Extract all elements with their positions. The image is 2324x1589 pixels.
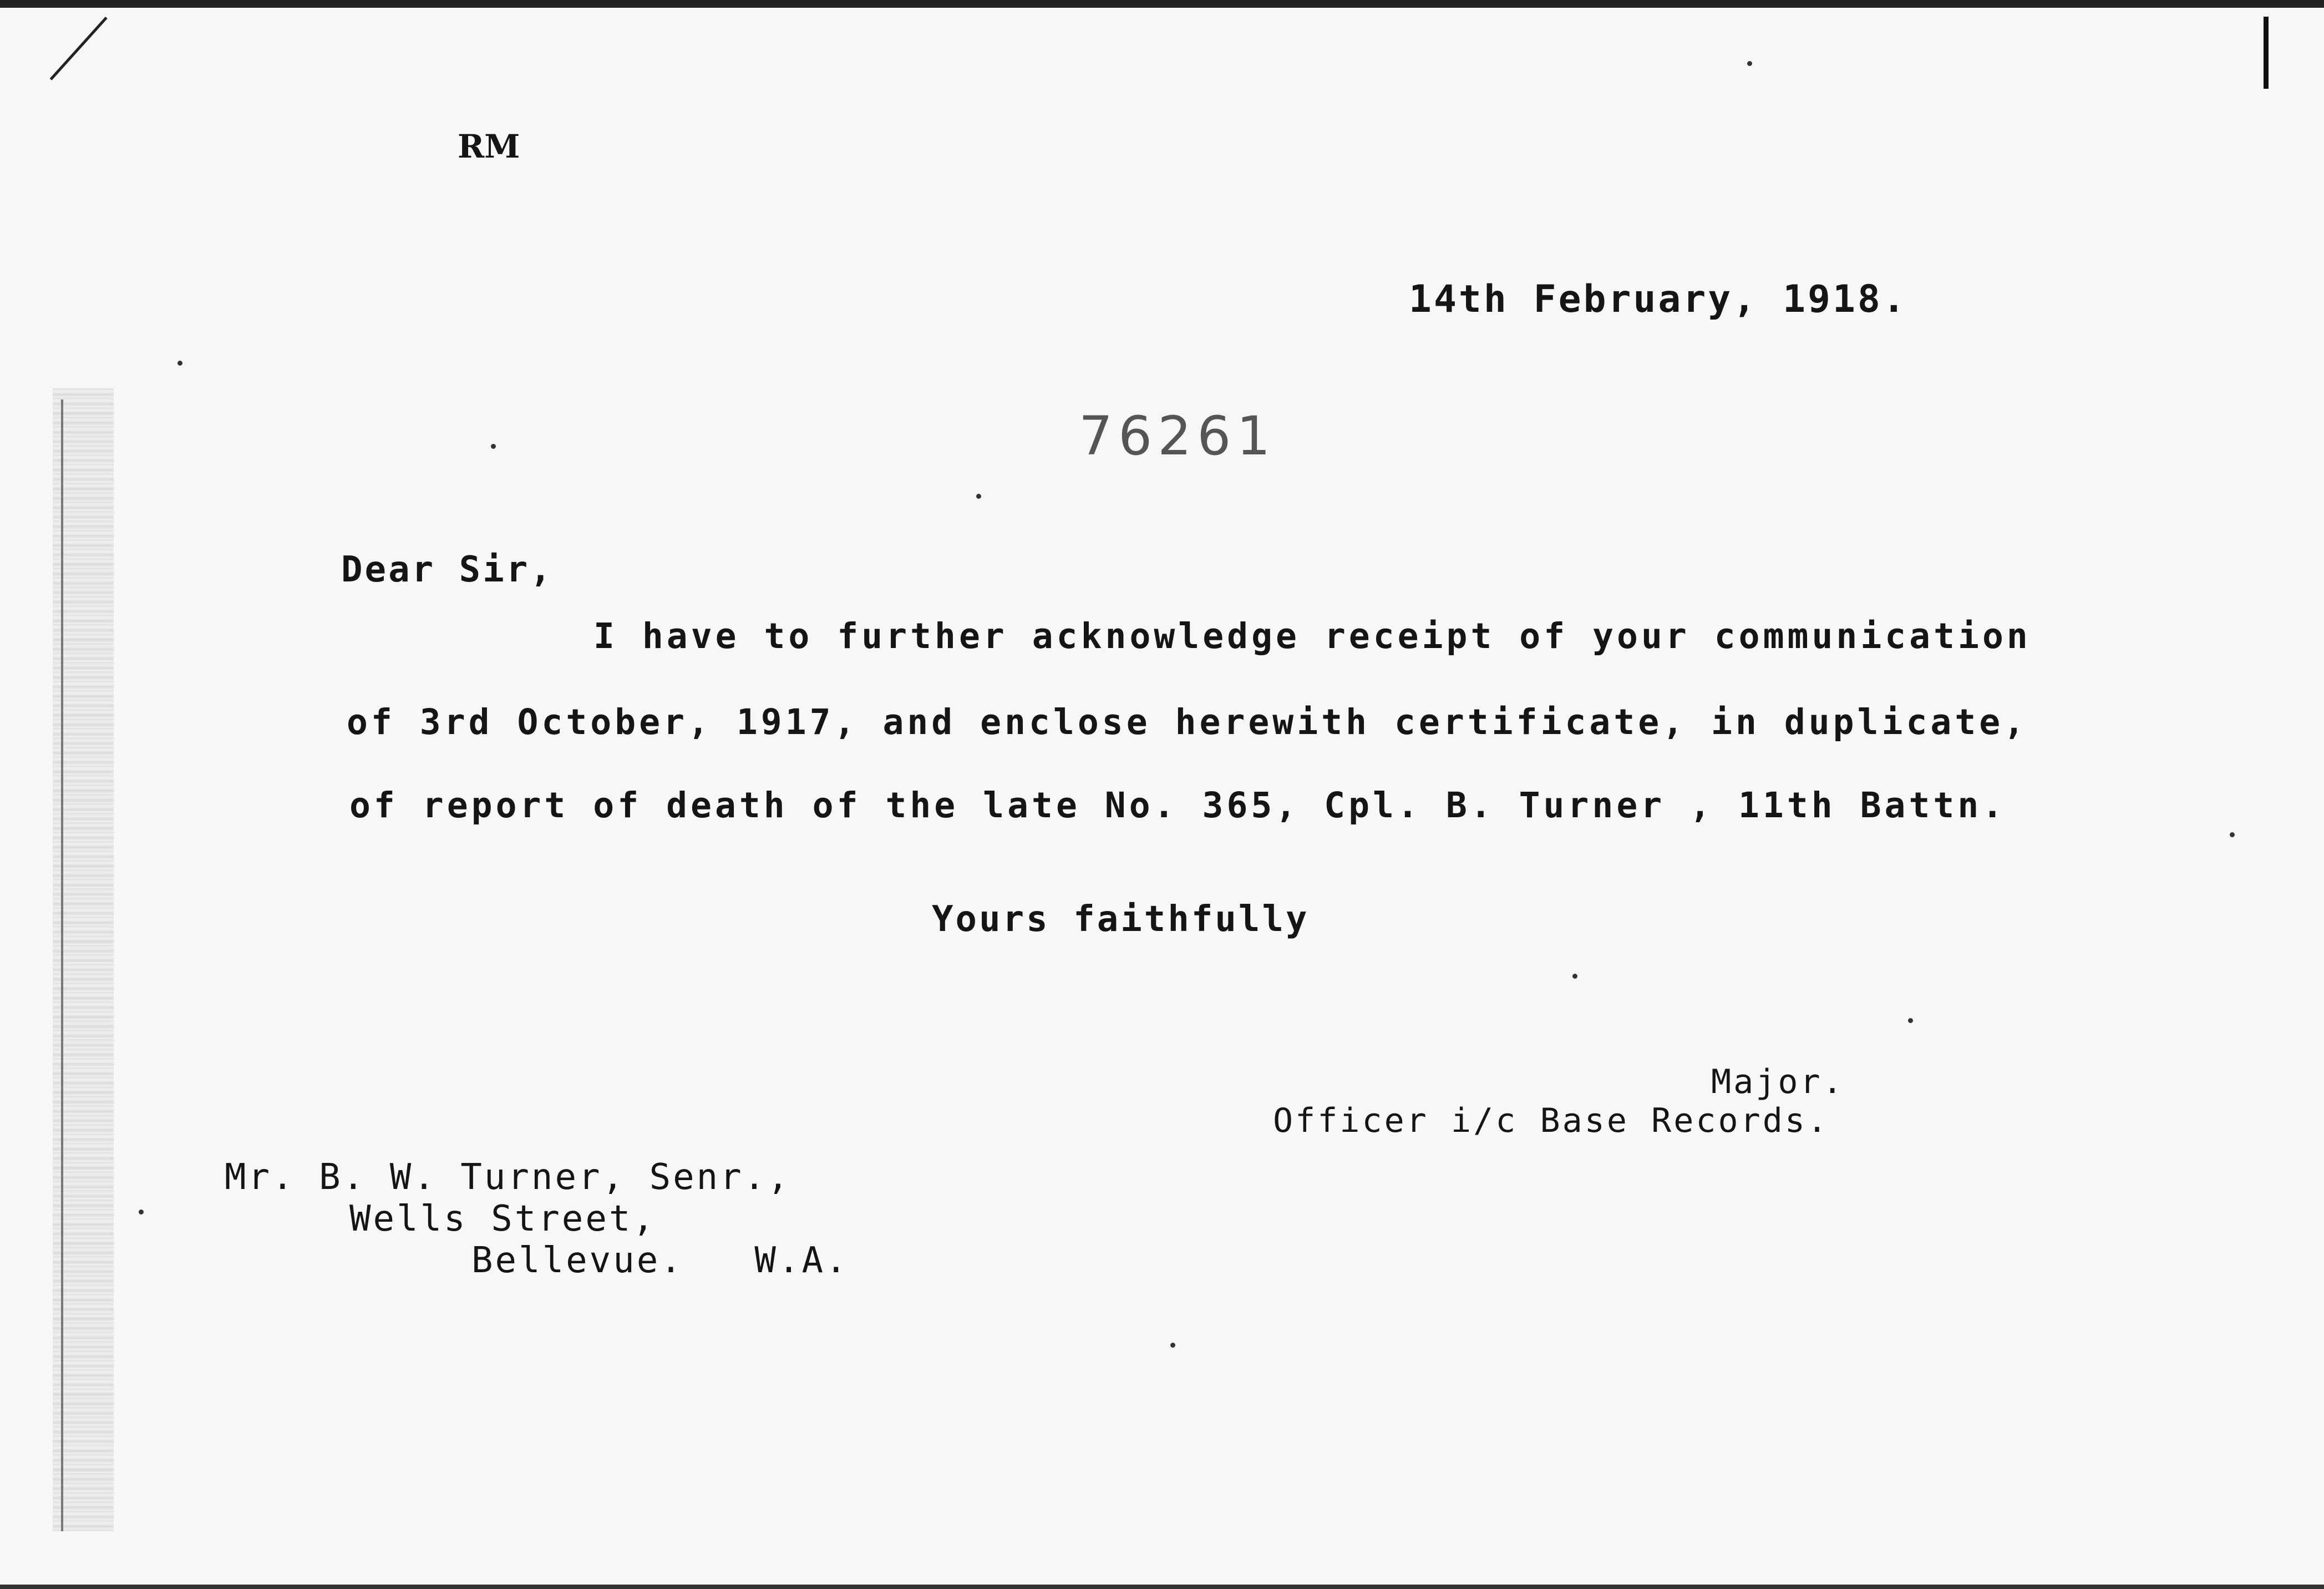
closing: Yours faithfully — [932, 899, 1310, 940]
scan-speck — [177, 361, 182, 366]
body-line-3: of report of death of the late No. 365, Cpl. B. Turner , 11th Battn. — [349, 785, 2007, 826]
scan-speck — [1908, 1018, 1913, 1023]
salutation: Dear Sir, — [341, 549, 554, 590]
body-line-1: I have to further acknowledge receipt of your communication — [593, 616, 2031, 656]
scan-speck — [976, 494, 981, 499]
scan-left-line — [61, 399, 63, 1531]
corner-pen-mark — [50, 17, 108, 80]
signatory-rank: Major. — [1711, 1062, 1845, 1101]
recipient-street: Wells Street, — [349, 1198, 656, 1239]
scan-speck — [2230, 832, 2235, 837]
right-edge-mark — [2264, 17, 2269, 89]
signatory-office: Officer i/c Base Records. — [1273, 1101, 1830, 1140]
scan-speck — [139, 1210, 144, 1214]
reference-number-stamp: 76261 — [1079, 405, 1276, 467]
scan-bottom-border — [0, 1585, 2324, 1589]
recipient-town: Bellevue. W.A. — [471, 1240, 849, 1281]
scan-top-border — [0, 0, 2324, 8]
scan-speck — [491, 444, 496, 449]
typist-initials: RM — [458, 128, 520, 165]
letter-date: 14th February, 1918. — [1409, 277, 1907, 321]
body-line-2: of 3rd October, 1917, and enclose herewith certificate, in duplicate, — [347, 702, 2028, 742]
recipient-name: Mr. B. W. Turner, Senr., — [225, 1157, 791, 1198]
scan-speck — [1572, 974, 1577, 979]
scan-speck — [1747, 61, 1752, 66]
scan-speck — [1170, 1343, 1175, 1348]
